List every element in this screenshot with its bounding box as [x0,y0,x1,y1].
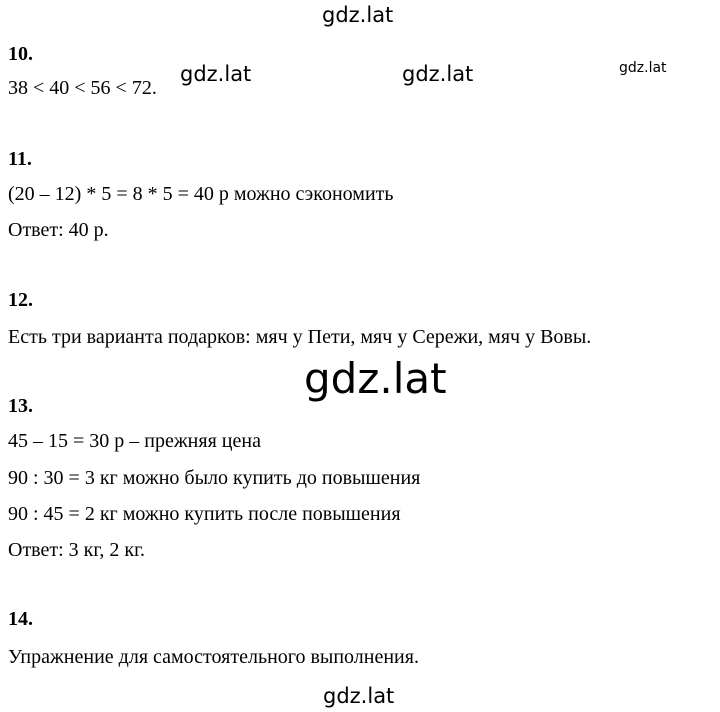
task-11-line-1: (20 – 12) * 5 = 8 * 5 = 40 р можно сэкономить [8,183,394,205]
task-14-line-1: Упражнение для самостоятельного выполнения. [8,646,419,668]
task-12-line-1: Есть три варианта подарков: мяч у Пети, мяч у Сережи, мяч у Вовы. [8,326,592,348]
task-13-answer: Ответ: 3 кг, 2 кг. [8,539,146,561]
task-13-number: 13. [8,395,33,417]
watermark-row1-c: gdz.lat [619,60,667,76]
watermark-middle: gdz.lat [304,354,447,403]
task-13-line-2: 90 : 30 = 3 кг можно было купить до повышения [8,467,421,489]
task-11-number: 11. [8,148,32,170]
task-10-number: 10. [8,43,33,65]
watermark-row1-a: gdz.lat [180,62,252,86]
task-13-line-1: 45 – 15 = 30 р – прежняя цена [8,430,261,452]
watermark-top: gdz.lat [322,3,394,27]
task-12-number: 12. [8,289,33,311]
task-11-answer: Ответ: 40 р. [8,219,109,241]
task-10-line-1: 38 < 40 < 56 < 72. [8,77,157,99]
task-13-line-3: 90 : 45 = 2 кг можно купить после повышения [8,503,401,525]
watermark-bottom: gdz.lat [323,684,395,708]
task-14-number: 14. [8,608,33,630]
watermark-row1-b: gdz.lat [402,62,474,86]
